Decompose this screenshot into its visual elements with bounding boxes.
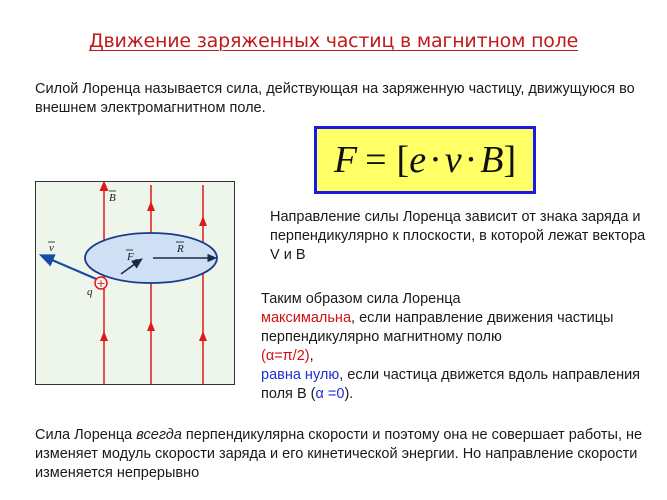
label-b: B [109,192,116,204]
formula-bracket-close: ] [503,139,517,181]
label-q: q [87,286,93,298]
footer-post: перпендикулярна скорости и поэтому она не совершает работы, не изменяет модуль скорости заряда и его кинетической энергии. Но направление скорости изменяется непрерывно [35,427,643,481]
lorentz-definition: Силой Лоренца называется сила, действующая на заряженную частицу, движущуюся во внешнем электромагнитном поле. [35,81,635,116]
conclusion-text [261,290,651,404]
zero-cond-close: ). [344,386,354,402]
zero-cond-open: ( [306,386,316,402]
formula-e: e [409,139,427,181]
formula-f: F [333,139,358,181]
footer-pre: Сила Лоренца [35,427,137,443]
footer-text [35,426,655,483]
footer-always: всегда [136,427,182,443]
formula-eq: = [365,139,387,181]
max-condition: (α=π/2) [261,348,310,364]
zero-word: равна нулю [261,367,340,383]
max-word: максимальна [261,310,352,326]
max-rest: , если направление движения частицы перпендикулярно магнитному полю [261,310,614,345]
zero-condition: α =0 [315,386,345,402]
lorentz-diagram [35,181,235,385]
formula-v: v [444,139,462,181]
formula-b: B [480,139,504,181]
force-direction-text: Направление силы Лоренца зависит от знака заряда и перпендикулярно к плоскости, в которой лежат вектора V и B [270,209,646,263]
label-r: R [177,243,184,255]
zero-rest: , если частица движется вдоль направления поля В [261,367,641,402]
formula-dot-2: · [464,139,478,181]
slide-title: Движение заряженных частиц в магнитном поле [88,30,579,52]
svg-text:+: + [96,277,106,290]
label-v: v [49,242,54,254]
max-end: , [309,348,314,364]
lorentz-formula [314,126,536,194]
conclusion-intro: Таким образом сила Лоренца [261,291,461,307]
formula-bracket-open: [ [396,139,410,181]
label-fl: $F_л$ [127,251,138,265]
formula-dot-1: · [429,139,442,181]
